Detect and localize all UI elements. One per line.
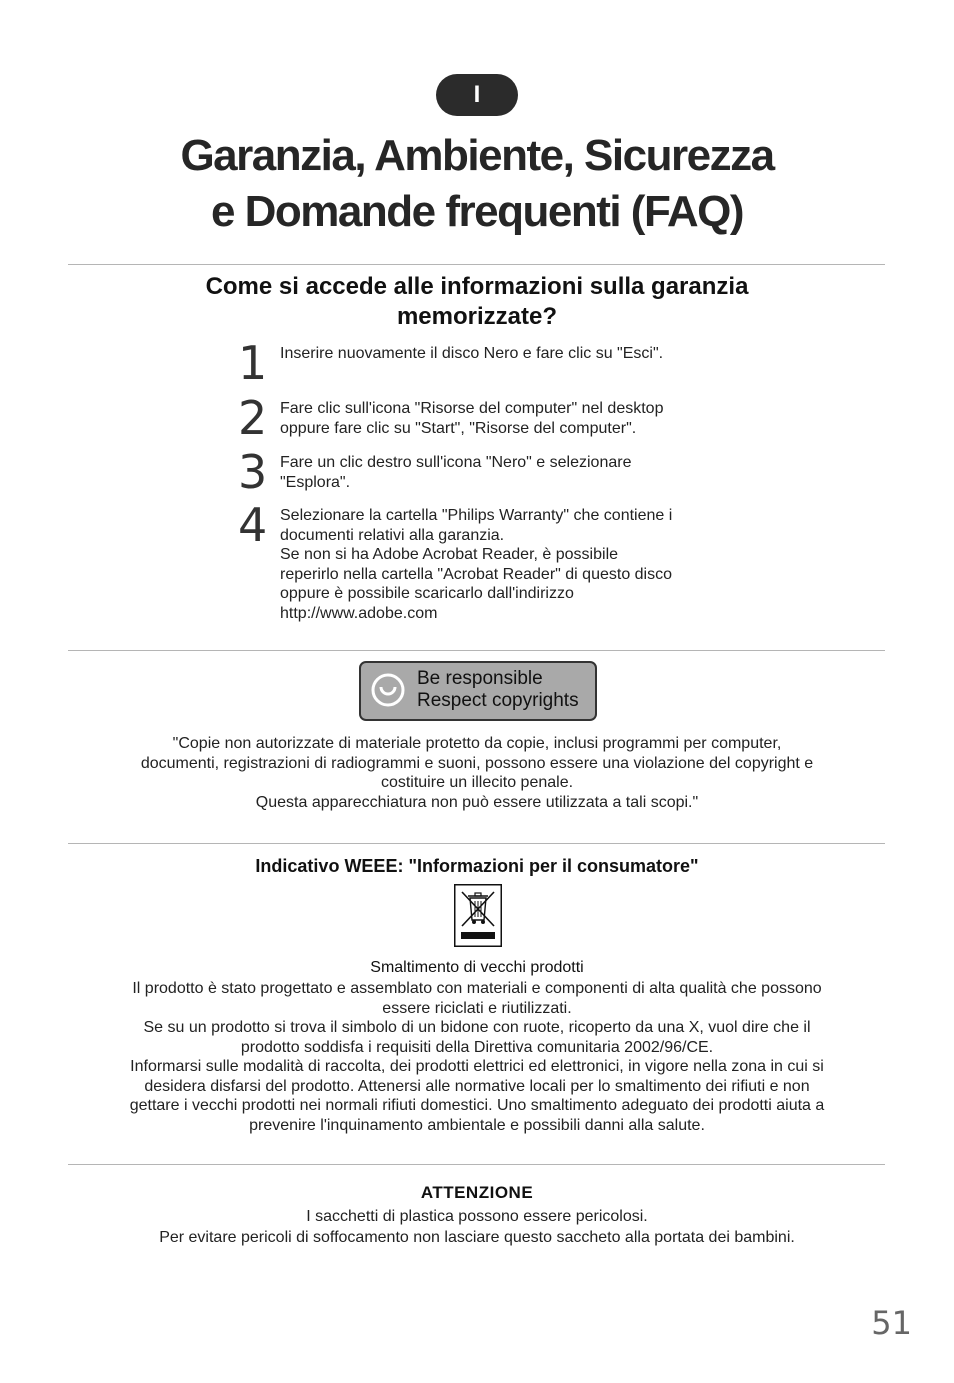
weee-line: desidera disfarsi del prodotto. Attenersi alle normative locali per lo smaltimento dei rifiuti e non [144, 1077, 810, 1095]
step-line: oppure è possibile scaricarlo dall'indirizzo [280, 585, 574, 602]
weee-body [0, 979, 954, 1135]
step-number: 3 [238, 445, 268, 499]
divider [68, 1164, 885, 1165]
warranty-heading-line-1: Come si accede alle informazioni sulla garanzia [205, 273, 749, 300]
step-number: 1 [238, 336, 268, 390]
respect-copyrights-badge [359, 661, 597, 721]
weee-line: prevenire l'inquinamento ambientale e possibili danni alla salute. [249, 1116, 705, 1134]
weee-line: Informarsi sulle modalità di raccolta, dei prodotti elettrici ed elettronici, in vigore nella zona in cui si [130, 1058, 824, 1075]
badge-line: Be responsible [417, 668, 543, 689]
notice-line: documenti, registrazioni di radiogrammi e suoni, possono essere una violazione del copyright e [140, 754, 814, 772]
step-2 [238, 391, 718, 459]
weee-line: gettare i vecchi prodotti nei normali rifiuti domestici. Uno smaltimento adeguato dei prodotti aiuta a [129, 1097, 825, 1114]
copyright-notice [0, 734, 954, 812]
step-line: documenti relativi alla garanzia. [280, 526, 505, 544]
attention-body [0, 1206, 954, 1248]
smiley-circle-icon [371, 673, 405, 707]
step-4 [238, 498, 718, 626]
step-text [280, 506, 720, 623]
weee-line: Se su un prodotto si trova il simbolo di un bidone con ruote, ricoperto da una X, vuol dire che il [143, 1019, 811, 1036]
weee-heading: Indicativo WEEE: "Informazioni per il consumatore" [255, 856, 699, 876]
step-line: oppure fare clic su "Start", "Risorse del computer". [280, 419, 637, 437]
step-line: Selezionare la cartella "Philips Warranty" che contiene i [280, 507, 673, 524]
notice-line: "Copie non autorizzate di materiale protetto da copie, inclusi programmi per computer, [172, 735, 782, 752]
step-number: 2 [238, 391, 268, 445]
divider [68, 650, 885, 651]
step-line: Inserire nuovamente il disco Nero e fare clic su "Esci". [280, 345, 664, 362]
weee-subheading: Smaltimento di vecchi prodotti [370, 959, 584, 976]
badge-text [417, 668, 593, 712]
page-title-line-1: Garanzia, Ambiente, Sicurezza [180, 131, 774, 180]
attention-line: Per evitare pericoli di soffocamento non lasciare questo saccheto alla portata dei bambini. [159, 1229, 795, 1246]
step-text [280, 399, 720, 438]
step-number: 4 [238, 498, 268, 552]
step-line: Se non si ha Adobe Acrobat Reader, è possibile [280, 546, 619, 563]
attention-line: I sacchetti di plastica possono essere pericolosi. [306, 1208, 648, 1225]
step-text [280, 344, 720, 364]
crossed-out-wheelie-bin-icon [454, 884, 502, 947]
page-title-line-2: e Domande frequenti (FAQ) [210, 187, 744, 236]
weee-line: essere riciclati e riutilizzati. [382, 999, 572, 1017]
divider [68, 843, 885, 844]
page-title [0, 128, 954, 240]
language-badge: I [436, 74, 518, 116]
step-line: reperirlo nella cartella "Acrobat Reader" di questo disco [280, 565, 673, 583]
step-line: Fare clic sull'icona "Risorse del computer" nel desktop [280, 400, 664, 417]
page-number: 51 [871, 1304, 912, 1342]
weee-line: Il prodotto è stato progettato e assemblato con materiali e componenti di alta qualità che possono [132, 980, 822, 997]
notice-line: Questa apparecchiatura non può essere utilizzata a tali scopi." [255, 793, 699, 811]
badge-line: Respect copyrights [417, 690, 579, 711]
attention-heading: ATTENZIONE [420, 1183, 534, 1202]
adobe-url[interactable]: http://www.adobe.com [280, 604, 438, 622]
step-text [280, 453, 720, 492]
step-1 [238, 336, 718, 404]
warranty-heading-line-2: memorizzate? [396, 303, 558, 330]
divider [68, 264, 885, 265]
step-3 [238, 445, 718, 513]
weee-line: prodotto soddisfa i requisiti della Direttiva comunitaria 2002/96/CE. [240, 1038, 714, 1056]
warranty-heading [0, 272, 954, 332]
step-line: "Esplora". [280, 473, 351, 491]
notice-line: costituire un illecito penale. [380, 774, 574, 791]
step-line: Fare un clic destro sull'icona "Nero" e selezionare [280, 454, 632, 471]
